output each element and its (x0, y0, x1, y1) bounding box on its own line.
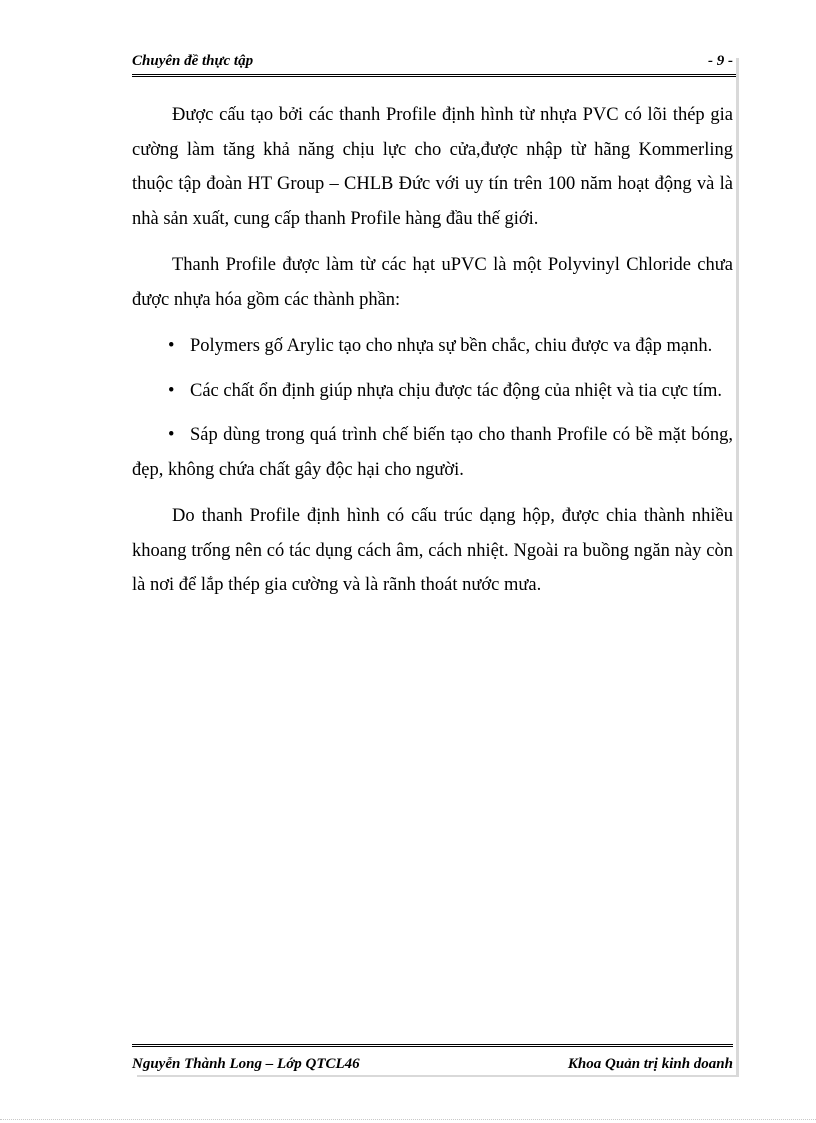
page-edge-divider (0, 1119, 816, 1120)
bullet-icon: • (168, 425, 175, 445)
list-item (132, 418, 733, 487)
bullet-list (132, 329, 733, 487)
paragraph: Thanh Profile được làm từ các hạt uPVC là một Polyvinyl Chloride chưa được nhựa hóa gồm các thành phần: (132, 255, 733, 310)
footer-author: Nguyễn Thành Long – Lớp QTCL46 (132, 1056, 360, 1072)
paragraph: Được cấu tạo bởi các thanh Profile định hình từ nhựa PVC có lõi thép gia cường làm tăng khả năng chịu lực cho cửa,được nhập từ hãng Kommerling thuộc tập đoàn HT Group – CHLB Đức với uy tín trên 100 năm hoạt động và là nhà sản xuất, cung cấp thanh Profile hàng đầu thế giới. (132, 105, 733, 229)
list-item-text: Sáp dùng trong quá trình chế biến tạo cho thanh Profile có bề mặt bóng, đẹp, không chứa chất gây độc hại cho người. (132, 425, 733, 480)
paragraph: Do thanh Profile định hình có cấu trúc dạng hộp, được chia thành nhiều khoang trống nên có tác dụng cách âm, cách nhiệt. Ngoài ra buồng ngăn này còn là nơi để lắp thép gia cường và là rãnh thoát nước mưa. (132, 506, 733, 595)
list-item (132, 374, 733, 409)
bullet-icon: • (168, 380, 175, 401)
page-frame-shadow-right (736, 58, 739, 1076)
page-footer (132, 1044, 733, 1075)
list-item (132, 329, 733, 364)
header-title: Chuyên đề thực tập (132, 53, 254, 69)
document-body (132, 98, 733, 615)
list-item-text: Polymers gố Arylic tạo cho nhựa sự bền chắc, chiu được va đập mạnh. (190, 336, 713, 356)
page-number: - 9 - (708, 53, 733, 69)
page-frame-shadow-bottom (137, 1075, 739, 1077)
footer-department: Khoa Quản trị kinh doanh (567, 1056, 733, 1072)
page-header (132, 50, 736, 77)
bullet-icon: • (168, 336, 175, 356)
list-item-text: Các chất ổn định giúp nhựa chịu được tác động của nhiệt và tia cực tím. (190, 380, 723, 401)
